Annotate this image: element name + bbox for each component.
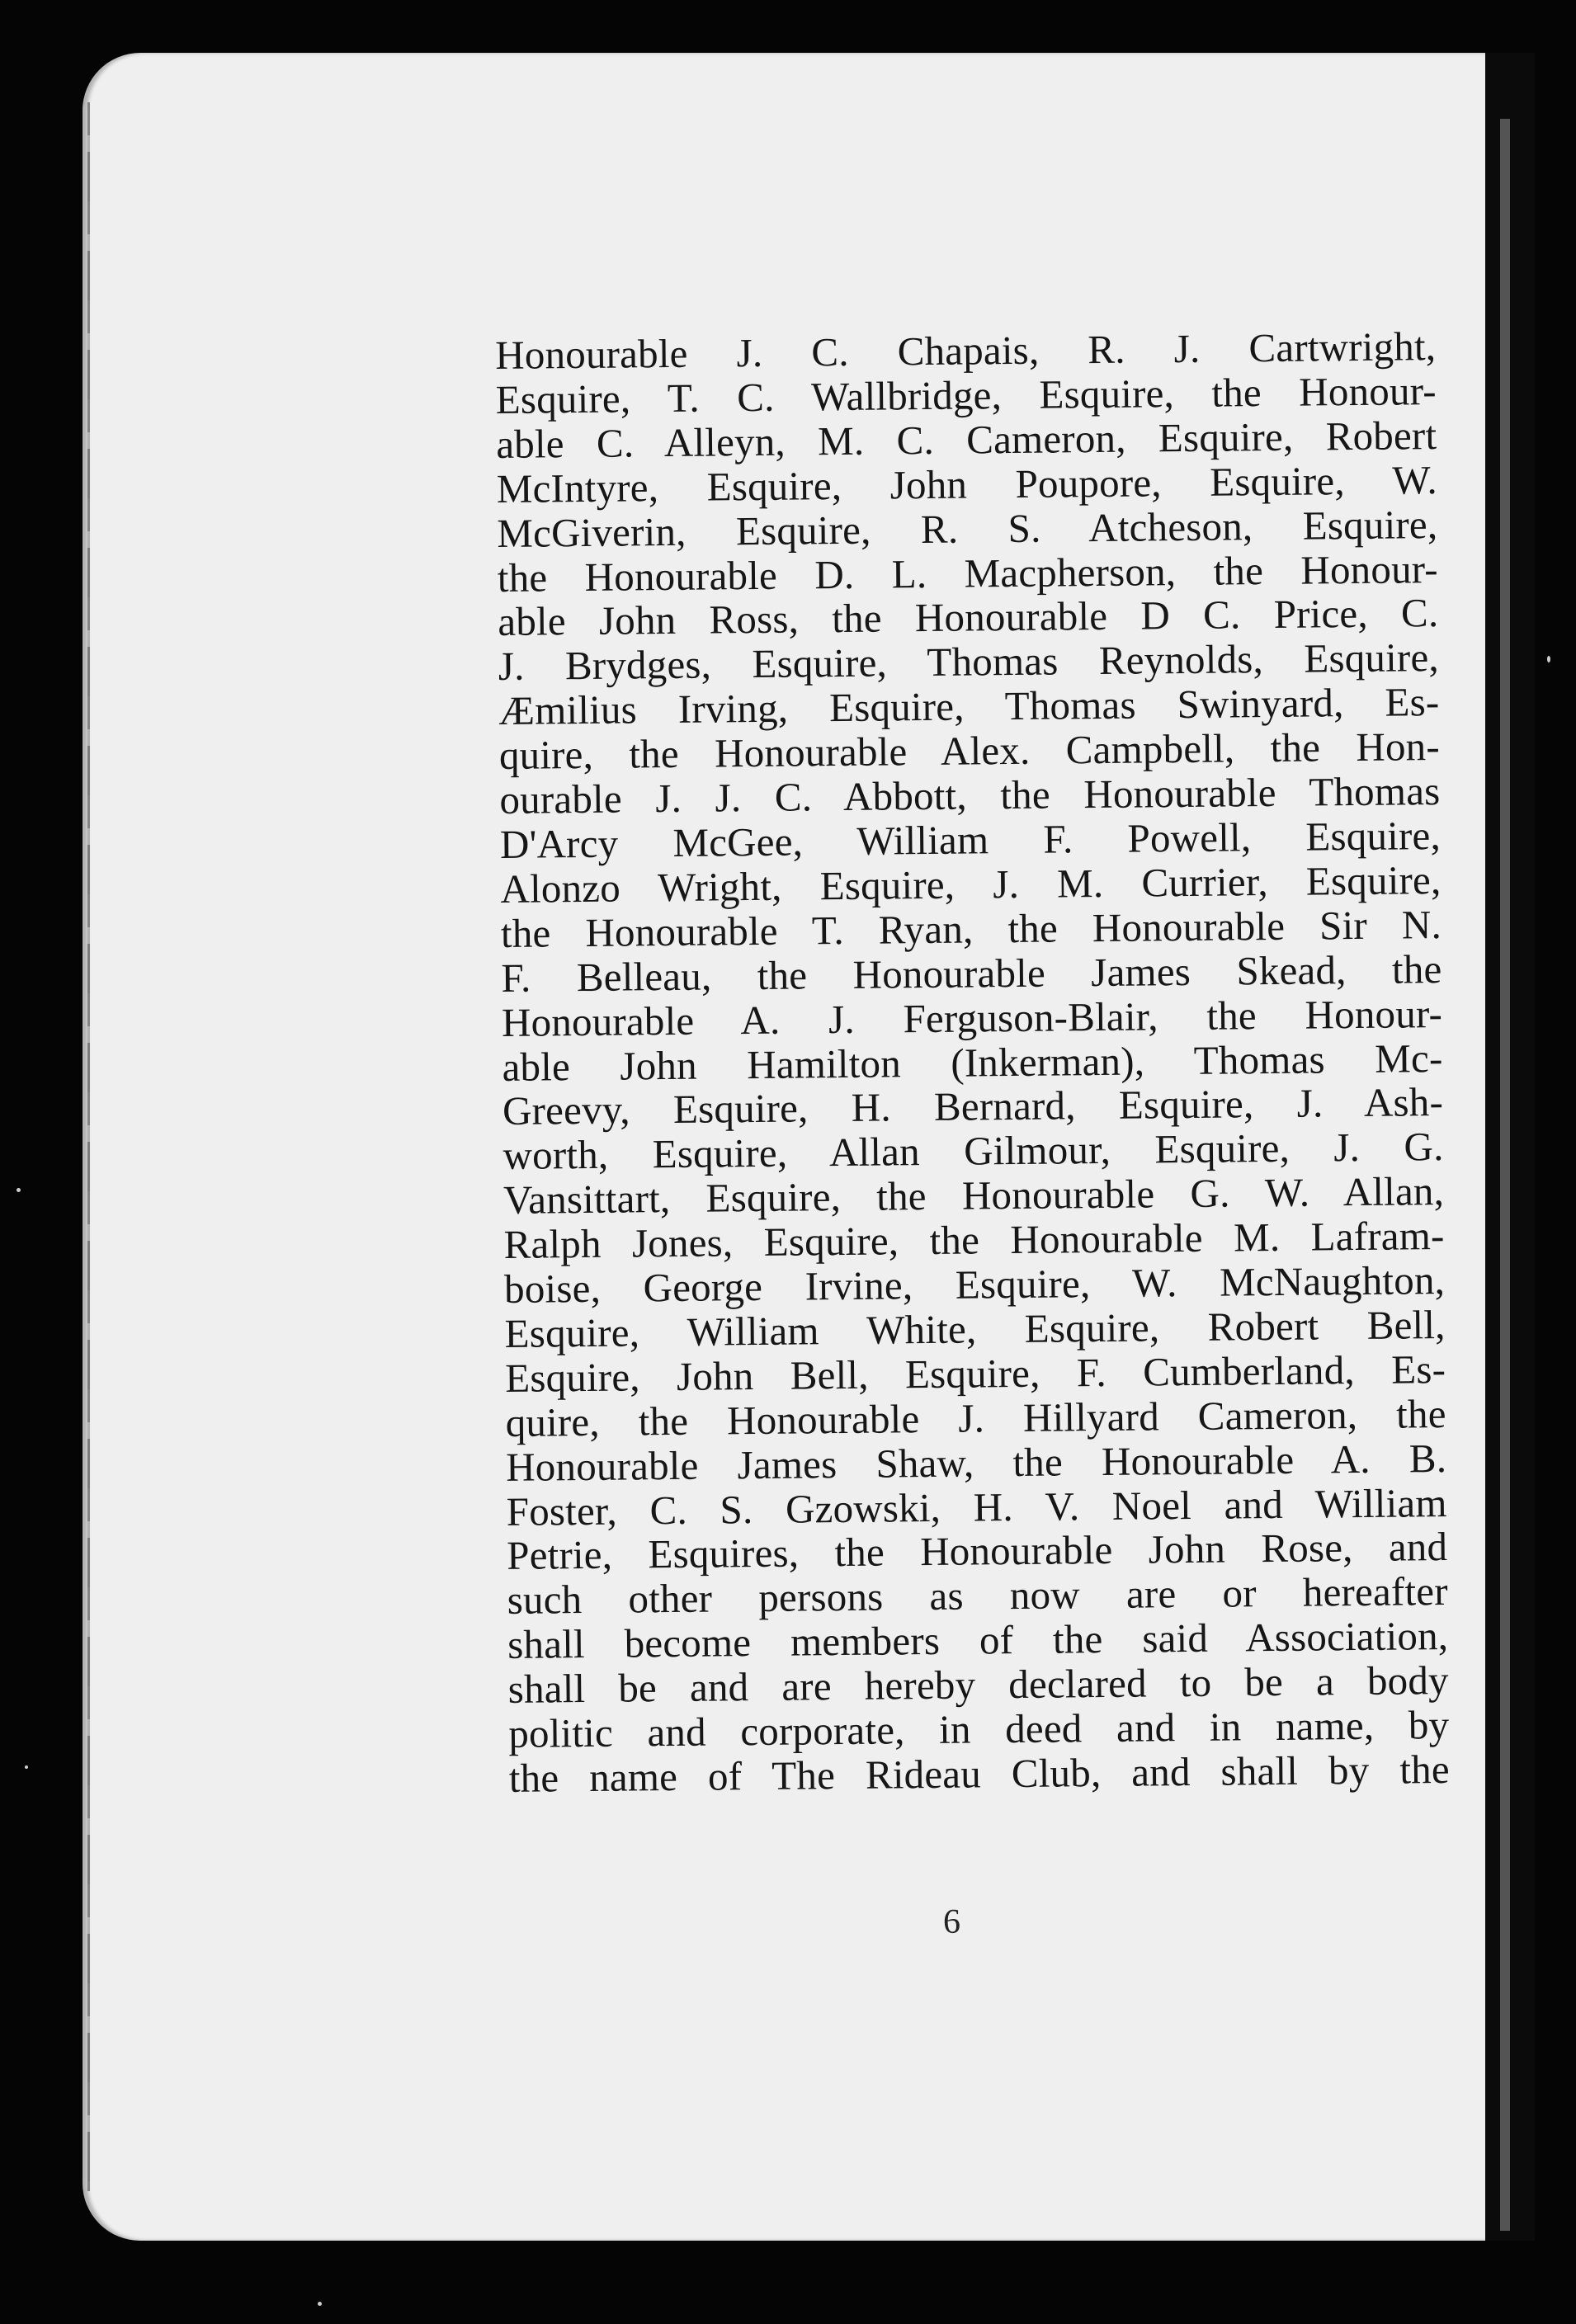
- page-number: 6: [943, 1903, 960, 1941]
- text-line: the name of The Rideau Club, and shall by the: [508, 1746, 1451, 1801]
- text-line: able John Ross, the Honourable D C. Price, C.: [498, 590, 1439, 645]
- text-line: the Honourable D. L. Macpherson, the Honour-: [497, 545, 1439, 601]
- scan-speck: [1547, 656, 1550, 662]
- text-line: Esquire, T. C. Wallbridge, Esquire, the Honour-: [495, 367, 1437, 422]
- facing-page-edge: [1500, 119, 1510, 2231]
- text-line: Esquire, William White, Esquire, Robert Bell,: [504, 1301, 1446, 1356]
- text-line: Honourable James Shaw, the Honourable A. B.: [505, 1435, 1447, 1490]
- text-line: Æmilius Irving, Esquire, Thomas Swinyard, Es-: [498, 679, 1440, 734]
- text-line: politic and corporate, in deed and in name, by: [508, 1702, 1450, 1757]
- text-line: Vansittart, Esquire, the Honourable G. W. Allan,: [503, 1168, 1445, 1223]
- text-line: Alonzo Wright, Esquire, J. M. Currier, Esquire,: [500, 856, 1442, 912]
- text-line: J. Brydges, Esquire, Thomas Reynolds, Esquire,: [498, 634, 1440, 690]
- text-line: F. Belleau, the Honourable James Skead, the: [501, 945, 1442, 1001]
- text-line: Esquire, John Bell, Esquire, F. Cumberland, Es-: [504, 1346, 1446, 1401]
- scan-speck: [318, 2302, 322, 2306]
- text-line: such other persons as now are or hereafter: [507, 1568, 1448, 1624]
- text-line: able John Hamilton (Inkerman), Thomas Mc-: [502, 1035, 1443, 1090]
- text-line: shall be and are hereby declared to be a body: [507, 1657, 1449, 1713]
- scan-speck: [25, 1765, 28, 1769]
- body-text: [495, 324, 1450, 1801]
- text-line: McIntyre, Esquire, John Poupore, Esquire, W.: [496, 456, 1438, 511]
- text-line: D'Arcy McGee, William F. Powell, Esquire,: [499, 812, 1442, 867]
- text-line: Foster, C. S. Gzowski, H. V. Noel and William: [506, 1479, 1447, 1534]
- text-line: quire, the Honourable Alex. Campbell, the Hon-: [498, 724, 1441, 779]
- text-line: boise, George Irvine, Esquire, W. McNaughton,: [503, 1257, 1446, 1312]
- scan-speck: [17, 1188, 21, 1192]
- text-line: Petrie, Esquires, the Honourable John Rose, and: [506, 1524, 1448, 1579]
- page-gutter-shadow: [1485, 53, 1535, 2241]
- text-line: Honourable A. J. Ferguson-Blair, the Honour-: [501, 990, 1443, 1045]
- book-page: [83, 53, 1535, 2241]
- text-line: ourable J. J. C. Abbott, the Honourable Thomas: [499, 768, 1441, 823]
- text-line: Greevy, Esquire, H. Bernard, Esquire, J. Ash-: [502, 1079, 1444, 1134]
- text-line: shall become members of the said Association,: [507, 1613, 1449, 1668]
- text-line: the Honourable T. Ryan, the Honourable Sir N.: [500, 901, 1442, 956]
- text-line: Honourable J. C. Chapais, R. J. Cartwright,: [494, 323, 1437, 378]
- text-line: Ralph Jones, Esquire, the Honourable M. Lafram-: [503, 1213, 1445, 1268]
- text-line: worth, Esquire, Allan Gilmour, Esquire, J. G.: [503, 1124, 1444, 1179]
- text-line: McGiverin, Esquire, R. S. Atcheson, Esquire,: [497, 501, 1438, 556]
- text-line: able C. Alleyn, M. C. Cameron, Esquire, Robert: [496, 412, 1437, 467]
- text-line: quire, the Honourable J. Hillyard Cameron, the: [505, 1390, 1446, 1445]
